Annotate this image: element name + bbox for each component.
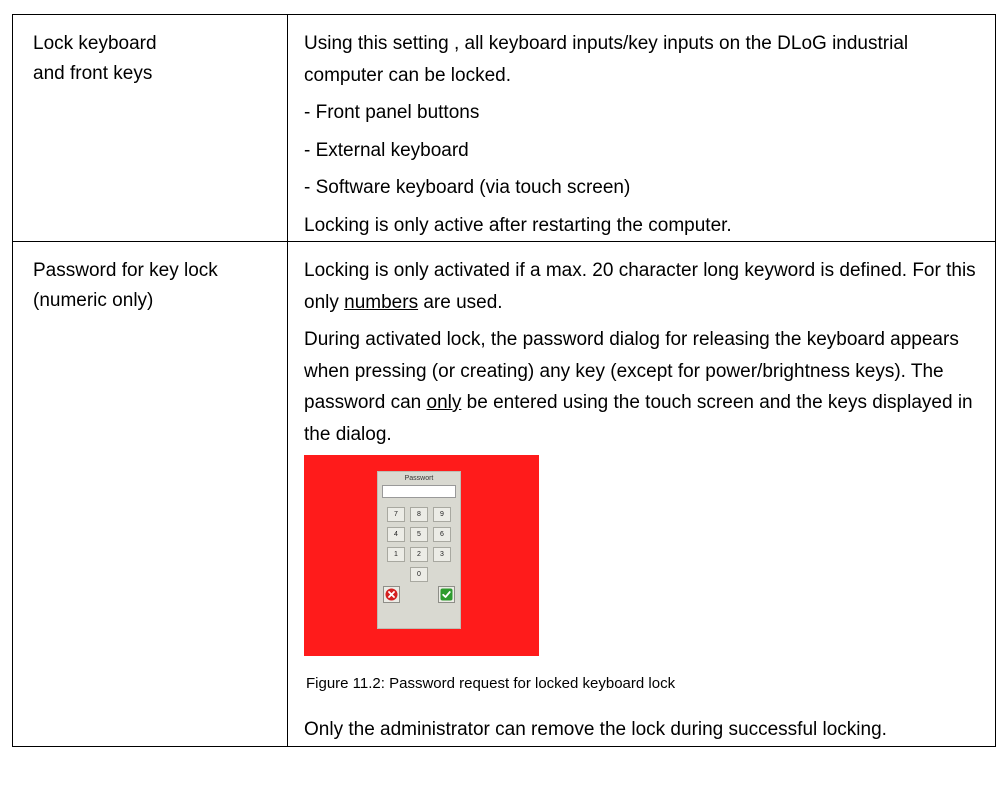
- keypad-key-8: 8: [410, 507, 428, 522]
- list-item: - External keyboard: [304, 139, 469, 161]
- setting-label-cell: [13, 242, 288, 747]
- text-run: During activated lock, the password dialog for releasing the keyboard appears when pressing (or creating) any key (except for power/brightness keys). The password can: [304, 329, 959, 413]
- setting-label: [13, 242, 287, 316]
- setting-description-cell: [288, 242, 996, 747]
- keypad: [378, 507, 460, 582]
- keypad-key-3: 3: [433, 547, 451, 562]
- settings-table: [12, 14, 996, 747]
- keypad-key-2: 2: [410, 547, 428, 562]
- confirm-button: [438, 586, 455, 603]
- text-run: are used.: [418, 291, 503, 313]
- description-paragraph: Using this setting , all keyboard inputs/key inputs on the DLoG industrial computer can be locked.: [304, 33, 909, 86]
- label-line: Password for key lock: [33, 260, 218, 281]
- setting-row-password: [13, 242, 996, 747]
- confirm-check-icon: [440, 588, 453, 601]
- cancel-x-icon: [385, 588, 398, 601]
- keypad-key-6: 6: [433, 527, 451, 542]
- keypad-key-1: 1: [387, 547, 405, 562]
- list-item: - Front panel buttons: [304, 102, 480, 123]
- setting-description: [288, 15, 995, 241]
- setting-description-cell: [288, 15, 996, 242]
- description-paragraph: Only the administrator can remove the lock during successful locking.: [304, 719, 887, 740]
- cancel-button: [383, 586, 400, 603]
- description-paragraph: Locking is only active after restarting the computer.: [304, 214, 732, 236]
- text-run: be entered using the touch screen and the keys displayed in the dialog.: [304, 392, 973, 445]
- password-dialog-figure: [304, 455, 539, 656]
- underlined-word: only: [426, 392, 462, 413]
- setting-description: [288, 242, 995, 746]
- setting-label: [13, 15, 287, 89]
- underlined-word: numbers: [344, 291, 419, 313]
- keypad-key-5: 5: [410, 527, 428, 542]
- label-line: (numeric only): [33, 290, 154, 311]
- dialog-title: Passwort: [404, 475, 434, 482]
- label-line: Lock keyboard: [33, 33, 157, 54]
- description-paragraph: [304, 255, 985, 318]
- dialog-actions: [378, 586, 460, 603]
- setting-label-cell: [13, 15, 288, 242]
- keypad-key-4: 4: [387, 527, 405, 542]
- keypad-key-7: 7: [387, 507, 405, 522]
- figure-caption: Figure 11.2: Password request for locked keyboard lock: [306, 675, 676, 692]
- description-paragraph: [304, 324, 985, 450]
- password-field: [382, 485, 456, 498]
- password-dialog: [377, 471, 461, 629]
- keypad-key-9: 9: [433, 507, 451, 522]
- label-line: and front keys: [33, 63, 153, 84]
- list-item: - Software keyboard (via touch screen): [304, 177, 631, 198]
- setting-row-lock-keyboard: [13, 15, 996, 242]
- text-run: Locking is only activated if a max. 20 character long keyword is defined. For this only: [304, 260, 976, 313]
- keypad-key-0: 0: [410, 567, 428, 582]
